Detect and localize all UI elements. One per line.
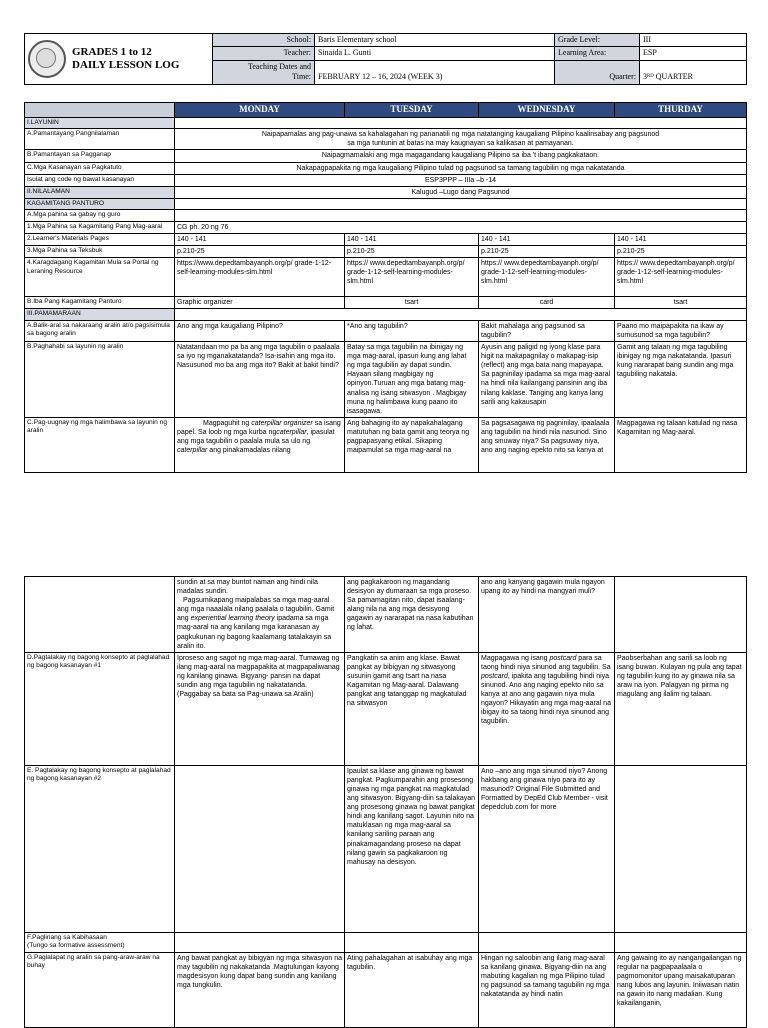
row-label-teksbuk: 3.Mga Pahina sa Teksbuk	[25, 246, 175, 258]
lmp-wednesday: 140 - 141	[479, 234, 615, 246]
pagtalakay-2-wednesday: Ano –ano ang mga sinunod niyo? Anong hakbang ang ginawa niyo para ito ay masunod? Original File Submitted and Formatted by DepEd Club Member - visit depedclub.com for more	[479, 765, 615, 932]
pamantayang-pangnilalaman-text	[175, 129, 747, 150]
teacher-label: Teacher:	[213, 47, 315, 60]
paglinang-wednesday	[479, 932, 615, 952]
pagtalakay-1-thursday: Paobserbahan ang sarili sa loob ng isang buwan. Kulayan ng pula ang tapat ng tagubilin kung ito ay ginawa nila sa araw na iyon. Palagyan ng pirma ng magulang ang ilalim ng talaan.	[615, 652, 747, 765]
pag-uugnay-mon-part7: ang pinakamadalas nilang	[207, 447, 291, 455]
code-text: ESP3PPP – IIIa –b -14	[175, 174, 747, 186]
d-wed-part1: Magpagawa ng isang	[481, 654, 550, 662]
section-kagamitang-panturo: KAGAMITANG PANTURO	[25, 198, 175, 210]
lmp-tuesday: 140 - 141	[345, 234, 479, 246]
portal-link-wednesday[interactable]: https:// www.depedtambayanph.org/p/ grade-1-12-self-learning-modules-slm.html	[479, 258, 615, 297]
section-pamamaraan: III.PAMAMARAAN	[25, 309, 175, 321]
pamantayang-line1: Naipapamalas ang pag-unawa sa kahalagahan ng pananatili ng mga natatanging kaugaliang Pilipino kaalinsabay ang pagsunod	[261, 131, 660, 139]
cont-mon-part1: sundin at sa may buntot naman ang hindi nila madalas sundin.	[177, 579, 318, 596]
pagtalakay-1-wednesday	[479, 652, 615, 765]
teksbuk-wednesday: p.210-25	[479, 246, 615, 258]
layunin-blank	[175, 117, 747, 129]
quarter-label: Quarter:	[555, 60, 640, 84]
row-label-pagtalakay-2: E. Pagtalakay ng bagong konsepto at paglalahad ng bagong kasanayan #2	[25, 765, 175, 932]
day-header-monday: MONDAY	[175, 103, 345, 118]
pagtalakay-2-tuesday: Ipaulat sa klase ang ginawa ng bawat pangkat. Pagkumparahin ang prosesong ginawa ng mga pangkat na magkatulad ang sitwasyon. Bigyang-diin sa talakayan ang prosesong ginawa ng bawat pangkat hindi ang kanilang sagot. Layunin nito na matuklasan ng mga mag-aaral sa kanilang sariling paraan ang pinakamagandang proseso na dapat nilang gawin sa pagkakaroon ng mahusay na desisyon.	[345, 765, 479, 932]
portal-link-tuesday[interactable]: https:// www.depedtambayanph.org/p/ grade-1-12-self-learning-modules-slm.html	[345, 258, 479, 297]
continuation-thursday	[615, 577, 747, 653]
pagtalakay-2-thursday	[615, 765, 747, 932]
school-label: School:	[213, 34, 315, 47]
pag-uugnay-mon-part2: caterpillar organizer	[251, 419, 313, 427]
kasanayan-text: Nakapagpapakita ng mga kaugaliang Pilipino tulad ng pagsunod sa tamang tagubilin ng mga nakatatanda	[175, 162, 747, 174]
learning-area-value: ESP	[640, 47, 747, 60]
row-label-pamantayang-pangnilalaman: A.Pamantayang Pangnilalaman	[25, 129, 175, 150]
teksbuk-monday: p.210-25	[175, 246, 345, 258]
row-label-code: Isulat ang code ng bawat kasanayan	[25, 174, 175, 186]
quarter-value: 3ᴿᴰ QUARTER	[640, 60, 747, 84]
iba-tuesday: tsart	[345, 297, 479, 309]
row-label-kasanayan: C.Mga Kasanayan sa Pagkatuto	[25, 162, 175, 174]
balik-aral-wednesday: Bakit mahalaga ang pagsunod sa tagubilin?	[479, 320, 615, 341]
lesson-table-page1	[24, 102, 746, 473]
paglinang-thursday	[615, 932, 747, 952]
iba-thursday: tsart	[615, 297, 747, 309]
lesson-table-page2	[24, 576, 746, 1028]
row-label-pag-uugnay: C.Pag-uugnay ng mga halimbawa sa layunin ng aralin	[25, 417, 175, 472]
section-nilalaman: II.NILALAMAN	[25, 186, 175, 198]
pag-uugnay-mon-part5: , ipasulat ang mga tagubilin o paalala mula sa ulo ng	[177, 428, 335, 445]
pag-uugnay-tuesday: Ang bahaging ito ay napakahalagang matutuhan ng bata gamit ang teorya ng pagpapasyang etikal. Sikaping maipamulat sa mga mag-aaral na	[345, 417, 479, 472]
row-label-pamantayan-sa-pagganap: B.Pamantayan sa Pagganap	[25, 150, 175, 162]
paglinang-line2: (Tungo sa formative assessment)	[27, 942, 125, 950]
paglalapat-tuesday: Ating pahalagahan at isabuhay ang mga tagubilin.	[345, 952, 479, 1027]
teacher-value: Sinaida L. Gunti	[315, 47, 555, 60]
pag-uugnay-mon-part3: sa isang papel. Sa loob ng mga kurba ng	[177, 419, 341, 436]
section-layunin: I.LAYUNIN	[25, 117, 175, 129]
pag-uugnay-mon-part1: Magpaguhit ng	[203, 419, 252, 427]
kagamitang-pang-mag-aaral-text: CG ph. 20 ng 76	[175, 221, 747, 233]
portal-link-monday[interactable]: https://www.depedtambayanph.org/p/ grade-1-12-self-learning-modules-slm.html	[175, 258, 345, 297]
row-label-kagamitang-pang-mag-aaral: 1.Mga Pahina sa Kagamitang Pang Mag-aaral	[25, 221, 175, 233]
cont-mon-part4: ipadama sa mga mag-aaral na ang kanilang mga karanasan ay pagkukunan ng bagong kaalamang tatalakayin sa aralin ito.	[177, 615, 332, 650]
paghahabi-monday: Natatandaan mo pa ba ang mga tagubilin o paalaala sa iyo ng mganakatatanda? Isa-isahin ang mga ito. Nasusunod mo ba ang mga ito? Bakit at bakit hindi?	[175, 342, 345, 418]
pag-uugnay-mon-part6: caterpillar	[177, 447, 208, 455]
grade-level-value: III	[640, 34, 747, 47]
balik-aral-thursday: Paano mo maipapakita na ikaw ay sumusunod sa mga tagubilin?	[615, 320, 747, 341]
lmp-thursday: 140 - 141	[615, 234, 747, 246]
paghahabi-tuesday: Batay sa mga tagubilin na ibinigay ng mga mag-aaral, ipasuri kung ang lahat ng mga tagubilin ay dapat sundin. Hayaan silang magbigay ng opinyon.Turuan ang mga batang mag-analisa ng isang sitwasyon . Magbigay muna ng halimbawa kung paano ito isasagawa.	[345, 342, 479, 418]
teaching-dates-label	[213, 60, 315, 84]
pagtalakay-2-monday	[175, 765, 345, 932]
deped-seal-icon	[28, 40, 66, 78]
iba-monday: Graphic organizer	[175, 297, 345, 309]
row-label-learners-materials: 2.Learner's Materials Pages	[25, 234, 175, 246]
continuation-label-blank	[25, 577, 175, 653]
day-header-tuesday: TUESDAY	[345, 103, 479, 118]
day-header-wednesday: WEDNESDAY	[479, 103, 615, 118]
pamantayang-line2: sa mga tuntunin at batas na may kaugnayan sa kalikasan at pamayanan.	[347, 140, 574, 148]
paglalapat-wednesday: Hingan ng saloobin ang ilang mag-aaral sa kanilang ginawa. Bigyang-diin na ang mabuting kagalian ng mga Pilipino tulad ng pagsunod sa tamang tagubilin ng mga nakatatanda ay hindi natin	[479, 952, 615, 1027]
teaching-dates-label-line1: Teaching Dates and	[248, 61, 311, 71]
header-title-cell	[25, 34, 213, 85]
paglalapat-thursday: Ang gawaing ito ay nangangailangan ng regular na pagpapaalaala o pagmomonitor upang maisakatuparan nang lubos ang layunin. Iniiwasan natin na gawin ito nang madalian. Kung kakailanganin,	[615, 952, 747, 1027]
paghahabi-wednesday: Ayusin ang paligid ng iyong klase para higit na makapagnilay o makapag-isip (reflect) ang mga bata nang mapayapa. Sa pagninilay ipadama sa mga mag-aaral na hindi nila kailangang pansinin ang iba nilang kaklase. Tanging ang kanya lang sarili ang kakausapin	[479, 342, 615, 418]
continuation-tuesday: ang pagkakaroon ng magandang desisyon ay dumaraan sa mga proseso. Sa pamamagitan nito, dapat isaalang-alang nila na ang mga desisyong gagawin ay nararapat na nasa kabutihan ng lahat.	[345, 577, 479, 653]
paghahabi-thursday: Gamit ang talaan ng mga tagubiling ibinigay ng mga nakatatanda. Ipasuri kung nararapat bang sundin ang mga tagubiling nakatala.	[615, 342, 747, 418]
pag-uugnay-thursday: Magpagawa ng talaan katulad ng nasa Kagamitan ng Mag-aaral.	[615, 417, 747, 472]
row-label-iba-pang-kagamitan: B.Iba Pang Kagamitang Panturo	[25, 297, 175, 309]
continuation-monday	[175, 577, 345, 653]
header-title-line1: GRADES 1 to 12	[72, 46, 152, 59]
row-label-balik-aral: A.Balik-aral sa nakaraang aralin at/o pagsisimula sa bagong aralin	[25, 320, 175, 341]
corner-cell	[25, 103, 175, 118]
pagtalakay-1-tuesday: Pangkatin sa anim ang klase. Bawat pangkat ay bibigyan ng sitwasyong susuriin gamit ang tsart na nasa Kagamitan ng Mag-aaral. Dalawang pangkat ang tatanggap ng magkatulad na sitwasyon	[345, 652, 479, 765]
row-label-gabay-ng-guro: A.Mga pahina sa gabay ng guro	[25, 210, 175, 222]
learning-area-label: Learning Area:	[555, 47, 640, 60]
day-header-thursday: THURDAY	[615, 103, 747, 118]
kagamitang-blank	[175, 198, 747, 210]
lesson-log-header	[24, 33, 746, 85]
grade-level-label: Grade Level:	[555, 34, 640, 47]
row-label-paghahabi: B.Paghahabi sa layunin ng aralin	[25, 342, 175, 418]
balik-aral-tuesday: *Ano ang tagubilin?	[345, 320, 479, 341]
pagtalakay-1-monday: Iproseso ang sagot ng mga mag-aaral. Tumawag ng ilang mag-aaral na magpapakita at magpapaliwanag ng kanilang ginawa. Bigyang- pansin na dapat sundin ang mga tagubilin ng nakatatanda. (Paggabay sa bata sa Pag-unawa sa Aralin)	[175, 652, 345, 765]
cont-mon-part3: experiential learning theory	[190, 615, 275, 623]
continuation-wednesday: ano ang kanyang gagawin mula ngayon upang ito ay hindi na mangyari muli?	[479, 577, 615, 653]
d-wed-part5: , ipakita ang tagubiling hindi niya sinunod. Ano ang naging epekto nito sa kanya at ano ang gagawin niya mula ngayon? Hikayatin ang mga mag-aaral na ibigay ito sa taong hindi niya sinunod ang tagubilin.	[481, 672, 611, 726]
cont-mon-part2: Pagsumikapang maipalabas sa mga mag-aaral ang mga naaalala nilang paalala o tagubilin. Gamit ang	[177, 597, 335, 623]
row-label-portal: 4.Karagdagang Kagamitan Mula sa Portal ng Leraning Resource	[25, 258, 175, 297]
portal-link-thursday[interactable]: https:// www.depedtambayanph.org/p/ grade-1-12-self-learning-modules-slm.html	[615, 258, 747, 297]
d-wed-part2: postcard	[549, 654, 577, 662]
paglinang-line1: F.Paglinang sa Kabihasaan	[27, 933, 107, 941]
paglalapat-monday: Ang bawat pangkat ay bibigyan ng mga sitwasyon na may tagubilin ng nakakatanda .Magtulungan kayong magdesisyon kung dapat bang sundin ang kanilang mga tungkulin.	[175, 952, 345, 1027]
row-label-paglinang	[25, 932, 175, 952]
paglinang-tuesday	[345, 932, 479, 952]
teaching-dates-value: FEBRUARY 12 – 16, 2024 (WEEK 3)	[315, 60, 555, 84]
d-wed-part3: para sa taong hindi niya sinunod ang tagubilin. Sa	[481, 654, 611, 671]
pag-uugnay-wednesday: Sa pagsasagawa ng pagninilay, ipaalaala ang tagubilin na hindi nila nasunod. Sino ang sinuway niya? Sa pagsuway niya, ano ang naging epekto nito sa kanya at	[479, 417, 615, 472]
row-label-pagtalakay-1: D.Pagtalakay ng bagong konsepto at paglalahad ng bagong kasanayan #1	[25, 652, 175, 765]
lmp-monday: 140 - 141	[175, 234, 345, 246]
d-wed-part4: postcard	[481, 672, 508, 680]
header-title-line2: DAILY LESSON LOG	[72, 58, 180, 71]
pag-uugnay-monday	[175, 417, 345, 472]
gabay-ng-guro-blank	[175, 210, 747, 222]
paglinang-monday	[175, 932, 345, 952]
teksbuk-tuesday: p.210-25	[345, 246, 479, 258]
nilalaman-text: Kalugud –Lugo dang Pagsunod	[175, 186, 747, 198]
row-label-paglalapat: G.Paglalapat ng aralin sa pang-araw-araw na buhay	[25, 952, 175, 1027]
teksbuk-thursday: p.210-25	[615, 246, 747, 258]
iba-wednesday: card	[479, 297, 615, 309]
balik-aral-monday: Ano ang mga kaugaliang Pilipino?	[175, 320, 345, 341]
pag-uugnay-mon-part4: caterpillar	[276, 428, 307, 436]
school-value: Baris Elementary school	[315, 34, 555, 47]
pamantayan-sa-pagganap-text: Naipagmamalaki ang mga magagandang kaugaliang Pilipino sa iba 't ibang pagkakataon.	[175, 150, 747, 162]
teaching-dates-label-line2: Time:	[292, 72, 311, 82]
pamamaraan-blank	[175, 309, 747, 321]
